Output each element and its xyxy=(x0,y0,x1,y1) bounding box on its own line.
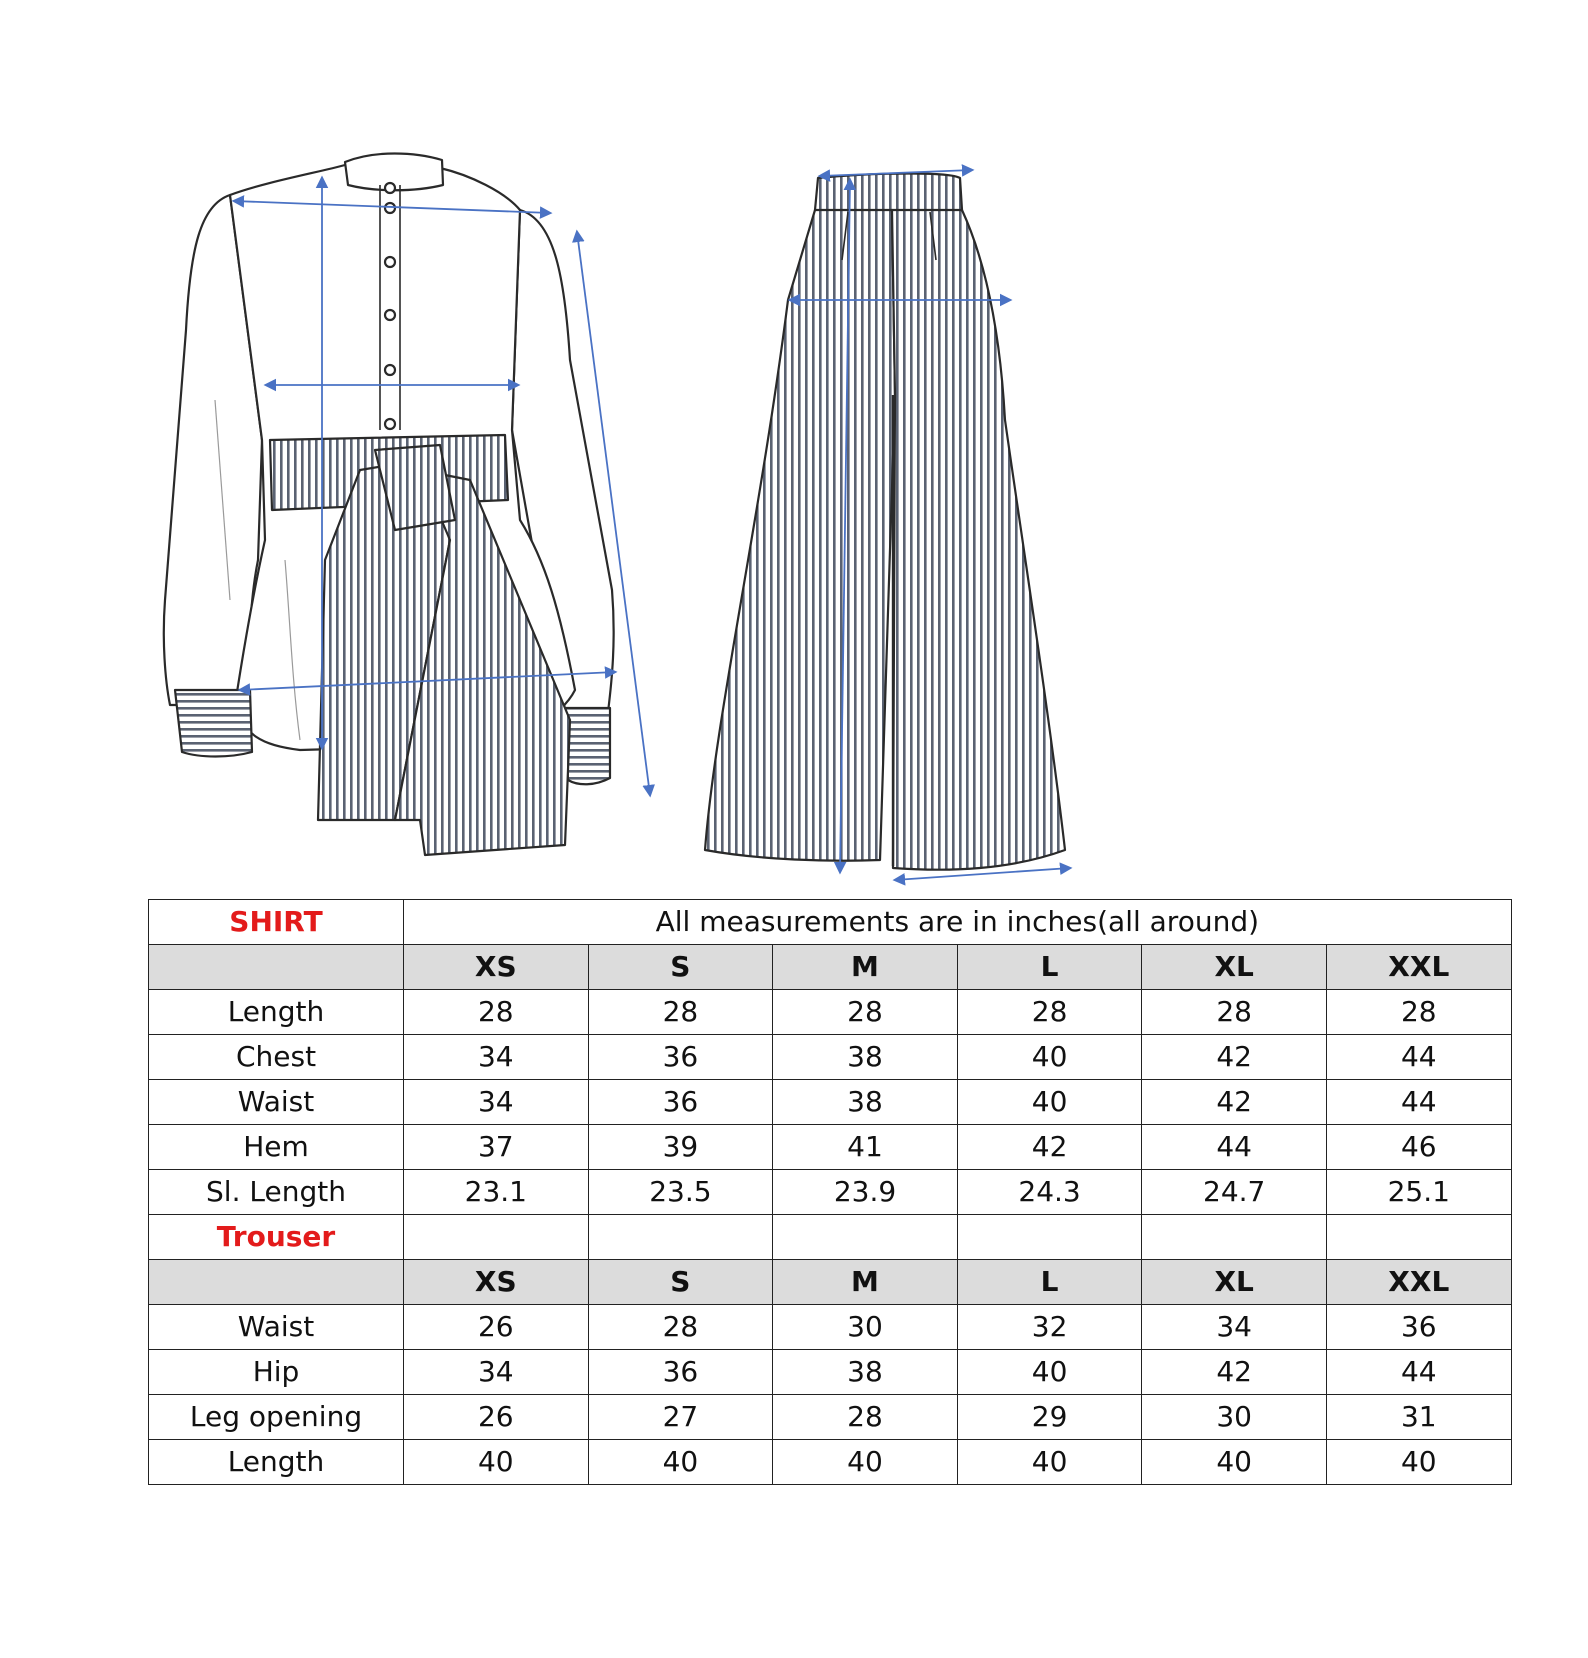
measurement-value: 23.1 xyxy=(404,1170,589,1215)
shirt-title-row xyxy=(149,900,1512,945)
measurement-value: 40 xyxy=(957,1080,1142,1125)
measurement-value: 23.9 xyxy=(773,1170,958,1215)
shirt-illustration xyxy=(164,154,614,856)
measurement-value: 41 xyxy=(773,1125,958,1170)
size-header-blank xyxy=(149,945,404,990)
measurement-value: 28 xyxy=(1326,990,1511,1035)
measurement-value: 34 xyxy=(404,1080,589,1125)
measurement-value: 42 xyxy=(1142,1350,1327,1395)
size-header-cell: L xyxy=(957,1260,1142,1305)
measurement-label: Waist xyxy=(149,1305,404,1350)
measurement-label: Chest xyxy=(149,1035,404,1080)
table-row xyxy=(149,1035,1512,1080)
measurement-value: 42 xyxy=(957,1125,1142,1170)
empty-cell xyxy=(588,1215,773,1260)
measurement-value: 36 xyxy=(588,1035,773,1080)
measurement-value: 28 xyxy=(957,990,1142,1035)
measurement-value: 36 xyxy=(1326,1305,1511,1350)
measurement-value: 28 xyxy=(588,990,773,1035)
measurement-value: 40 xyxy=(773,1440,958,1485)
measurement-value: 44 xyxy=(1326,1035,1511,1080)
measurement-value: 24.7 xyxy=(1142,1170,1327,1215)
shirt-size-header-row xyxy=(149,945,1512,990)
measurement-value: 28 xyxy=(404,990,589,1035)
measurement-value: 38 xyxy=(773,1350,958,1395)
empty-cell xyxy=(957,1215,1142,1260)
table-row xyxy=(149,1350,1512,1395)
measurement-value: 38 xyxy=(773,1080,958,1125)
size-header-cell: S xyxy=(588,945,773,990)
measurement-value: 27 xyxy=(588,1395,773,1440)
measurement-value: 38 xyxy=(773,1035,958,1080)
table-row xyxy=(149,1080,1512,1125)
table-row xyxy=(149,1125,1512,1170)
size-header-cell: XL xyxy=(1142,1260,1327,1305)
measurement-value: 44 xyxy=(1326,1350,1511,1395)
table-row xyxy=(149,1395,1512,1440)
measurement-label: Leg opening xyxy=(149,1395,404,1440)
measurement-value: 36 xyxy=(588,1080,773,1125)
measurement-value: 25.1 xyxy=(1326,1170,1511,1215)
measurement-note: All measurements are in inches(all around) xyxy=(404,900,1512,945)
measurement-value: 23.5 xyxy=(588,1170,773,1215)
measurement-value: 36 xyxy=(588,1350,773,1395)
measurement-value: 42 xyxy=(1142,1035,1327,1080)
measurement-value: 28 xyxy=(773,990,958,1035)
trouser-size-header-row xyxy=(149,1260,1512,1305)
measurement-label: Sl. Length xyxy=(149,1170,404,1215)
table-row xyxy=(149,1170,1512,1215)
size-header-cell: XL xyxy=(1142,945,1327,990)
section-label-trouser: Trouser xyxy=(149,1215,404,1260)
trouser-illustration xyxy=(705,174,1065,870)
measurement-value: 42 xyxy=(1142,1080,1327,1125)
empty-cell xyxy=(404,1215,589,1260)
measurement-value: 34 xyxy=(1142,1305,1327,1350)
measurement-value: 46 xyxy=(1326,1125,1511,1170)
measurement-value: 30 xyxy=(1142,1395,1327,1440)
measurement-label: Length xyxy=(149,1440,404,1485)
size-header-cell: XXL xyxy=(1326,945,1511,990)
size-header-cell: XS xyxy=(404,945,589,990)
measurement-value: 40 xyxy=(1326,1440,1511,1485)
measurement-label: Length xyxy=(149,990,404,1035)
size-header-cell: XS xyxy=(404,1260,589,1305)
measurement-value: 30 xyxy=(773,1305,958,1350)
size-header-cell: XXL xyxy=(1326,1260,1511,1305)
size-header-blank xyxy=(149,1260,404,1305)
measurement-value: 44 xyxy=(1326,1080,1511,1125)
measurement-value: 32 xyxy=(957,1305,1142,1350)
measurement-label: Hip xyxy=(149,1350,404,1395)
trouser-title-row xyxy=(149,1215,1512,1260)
empty-cell xyxy=(1142,1215,1327,1260)
measurement-value: 40 xyxy=(1142,1440,1327,1485)
empty-cell xyxy=(773,1215,958,1260)
size-header-cell: M xyxy=(773,945,958,990)
measurement-value: 40 xyxy=(957,1440,1142,1485)
measurement-value: 44 xyxy=(1142,1125,1327,1170)
empty-cell xyxy=(1326,1215,1511,1260)
section-label-shirt: SHIRT xyxy=(149,900,404,945)
measurement-label: Waist xyxy=(149,1080,404,1125)
measurement-value: 40 xyxy=(404,1440,589,1485)
measurement-value: 24.3 xyxy=(957,1170,1142,1215)
table-row xyxy=(149,1305,1512,1350)
measurement-value: 28 xyxy=(1142,990,1327,1035)
measurement-label: Hem xyxy=(149,1125,404,1170)
measurement-value: 26 xyxy=(404,1395,589,1440)
measurement-value: 28 xyxy=(773,1395,958,1440)
measurement-value: 26 xyxy=(404,1305,589,1350)
measurement-value: 29 xyxy=(957,1395,1142,1440)
table-row xyxy=(149,990,1512,1035)
measurement-value: 31 xyxy=(1326,1395,1511,1440)
measurement-value: 34 xyxy=(404,1350,589,1395)
measurement-value: 40 xyxy=(588,1440,773,1485)
size-header-cell: S xyxy=(588,1260,773,1305)
measurement-value: 39 xyxy=(588,1125,773,1170)
measurement-value: 34 xyxy=(404,1035,589,1080)
measurement-value: 37 xyxy=(404,1125,589,1170)
size-chart-table xyxy=(148,899,1512,1485)
measurement-value: 28 xyxy=(588,1305,773,1350)
measurement-value: 40 xyxy=(957,1035,1142,1080)
table-row xyxy=(149,1440,1512,1485)
size-header-cell: M xyxy=(773,1260,958,1305)
measurement-value: 40 xyxy=(957,1350,1142,1395)
size-header-cell: L xyxy=(957,945,1142,990)
